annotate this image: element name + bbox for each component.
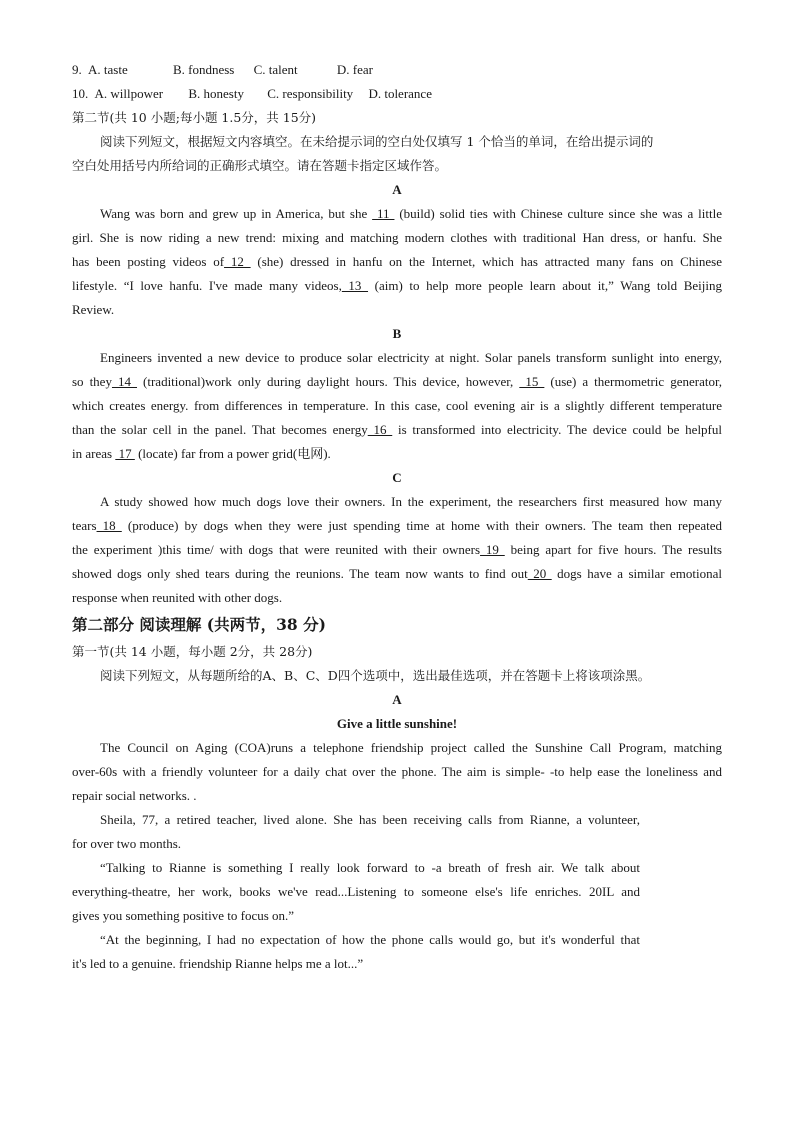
article-line: Sheila, 77, a retired teacher, lived alone. She has been receiving calls from Rianne, a volunteer, [100,812,640,827]
passage-line: in areas 17 (locate) far from a power grid(电网). [72,446,331,461]
passage-line: girl. She is now riding a new trend: mixing and matching modern clothes with traditional Han dress, or hanfu. She [72,230,722,245]
blank-20[interactable]: 20 [527,566,552,581]
blank-15[interactable]: 15 [519,374,545,389]
article-line: repair social networks. . [72,788,197,803]
article-narrow-block [72,808,640,976]
option-d: D. fear [336,62,373,77]
passage-label: A [392,692,402,707]
exam-page [72,58,722,976]
blank-14[interactable]: 14 [111,374,138,389]
passage-line: the experiment )this time/ with dogs that were reunited with their owners 19 being apart for five hours. The results [72,542,722,557]
option-row-10 [72,82,722,106]
option-row-9 [72,58,722,82]
article-line: it's led to a genuine. friendship Rianne helps me a lot...” [72,956,364,971]
blank-19[interactable]: 19 [480,542,505,557]
passage-line: response when reunited with other dogs. [72,590,283,605]
section-heading: 第二节(共 10 小题;每小题 1.5分，共 15分) [72,110,317,125]
section-heading: 第一节(共 14 小题，每小题 2分，共 28分) [72,644,313,659]
blank-18[interactable]: 18 [96,518,122,533]
passage-line: Wang was born and grew up in America, but she 11 (build) solid ties with Chinese culture since she was a little [100,206,722,221]
passage-label: C [392,470,402,485]
question-number: 10. [72,86,89,101]
passage-line: tears 18 (produce) by dogs when they were just spending time at home with their owners. The team then repeated [72,518,723,533]
option-a: A. taste [88,62,128,77]
passage-line: lifestyle. “I love hanfu. I've made many videos, 13 (aim) to help more people learn about it,” Wang told Beijing [72,278,723,293]
option-c: C. responsibility [267,86,354,101]
instruction-line: 阅读下列短文，从每题所给的A、B、C、D四个选项中，选出最佳选项，并在答题卡上将该项涂黑。 [100,668,651,683]
instruction-line: 空白处用括号内所给词的正确形式填空。请在答题卡指定区域作答。 [72,158,448,173]
blank-16[interactable]: 16 [367,422,393,437]
article-title: Give a little sunshine! [336,716,458,731]
passage-line: than the solar cell in the panel. That becomes energy 16 is transformed into electricity. The device could be helpful [72,422,722,437]
article-line: “Talking to Rianne is something I really look forward to -a breath of fresh air. We talk about [100,860,640,875]
passage-line: showed dogs only shed tears during the reunions. The team now wants to find out 20 dogs have a similar emotional [72,566,722,581]
option-b: B. fondness [172,62,235,77]
passage-label: B [392,326,402,341]
article-line: The Council on Aging (COA)runs a telephone friendship project called the Sunshine Call Program, matching [100,740,722,755]
part-heading: 第二部分 阅读理解 (共两节，38 分) [72,615,326,634]
passage-line: which creates energy. from differences in temperature. In this case, cool evening air is a slightly different temperature [72,398,722,413]
instruction-line: 阅读下列短文，根据短文内容填空。在未给提示词的空白处仅填写 1 个恰当的单词，在给出提示词的 [100,134,654,149]
article-line: everything-theatre, her work, books we've read...Listening to someone else's life enriches. 20IL and [72,884,640,899]
option-d: D. tolerance [368,86,432,101]
option-c: C. talent [253,62,298,77]
passage-line: Review. [72,302,115,317]
article-line: “At the beginning, I had no expectation of how the phone calls would go, but it's wonderful that [100,932,640,947]
blank-11[interactable]: 11 [372,206,395,221]
option-b: B. honesty [188,86,244,101]
article-line: gives you something positive to focus on.” [72,908,295,923]
passage-line: A study showed how much dogs love their owners. In the experiment, the researchers first measured how many [100,494,722,509]
passage-line: so they 14 (traditional)work only during daylight hours. This device, however, 15 (use) a thermometric generator, [72,374,723,389]
blank-13[interactable]: 13 [341,278,369,293]
article-line: over-60s with a friendly volunteer for a daily chat over the phone. The aim is simple- -to help ease the loneliness and [72,764,722,779]
passage-label: A [392,182,402,197]
blank-12[interactable]: 12 [224,254,251,269]
article-line: for over two months. [72,836,182,851]
blank-17[interactable]: 17 [115,446,135,461]
question-number: 9. [72,62,82,77]
option-a: A. willpower [94,86,164,101]
passage-line: Engineers invented a new device to produce solar electricity at night. Solar panels transform sunlight into energy, [100,350,722,365]
passage-line: has been posting videos of 12 (she) dressed in hanfu on the Internet, which has attracted many fans on Chinese [72,254,723,269]
